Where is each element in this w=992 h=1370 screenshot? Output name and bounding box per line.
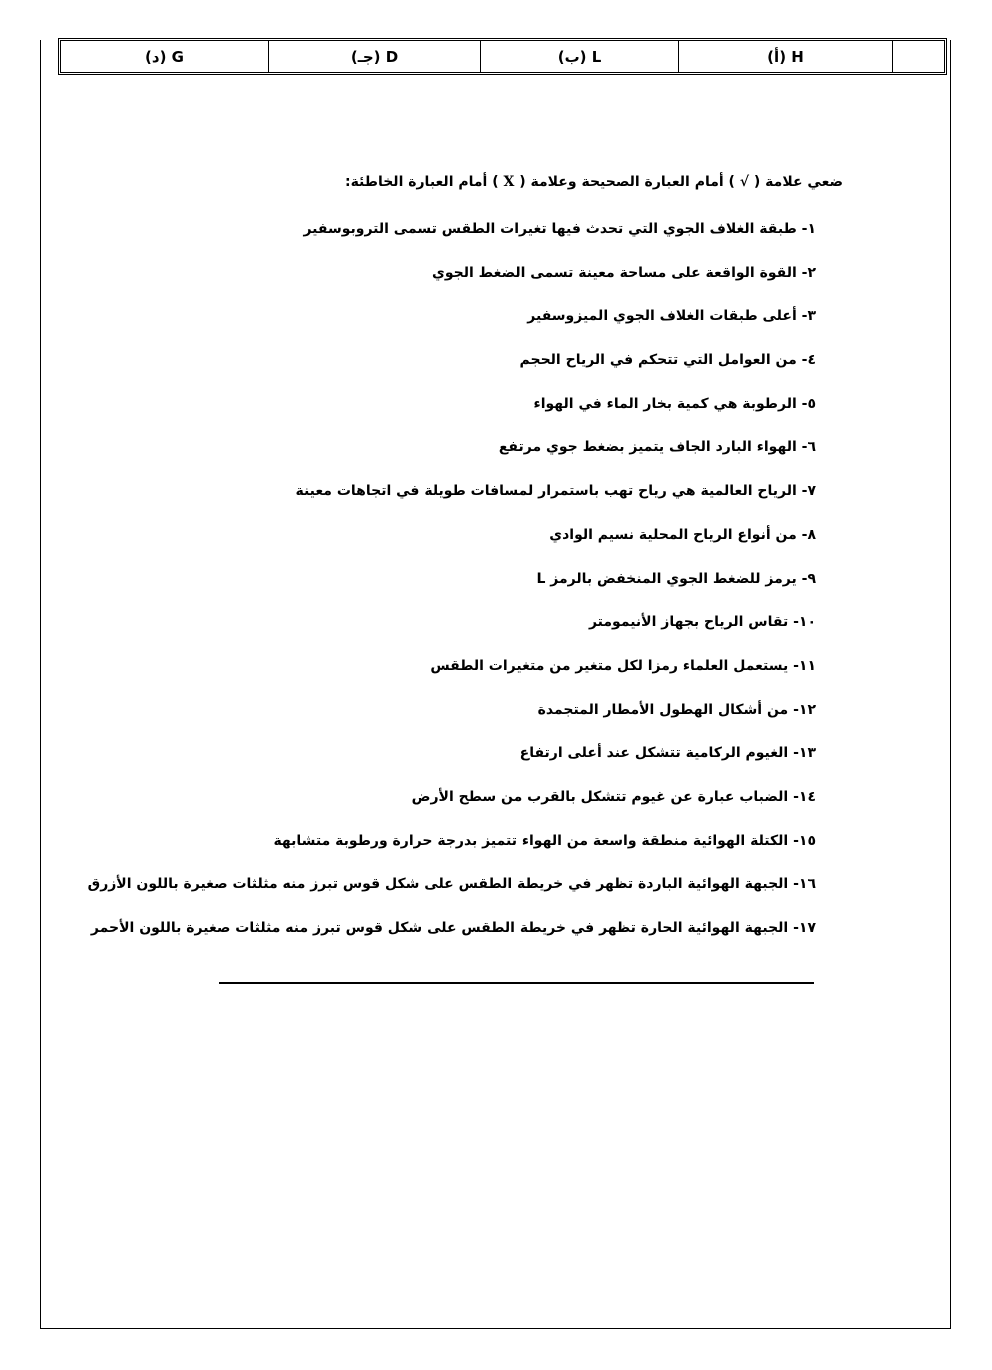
statement-number: ٦- — [801, 439, 816, 456]
statement-text: من العوامل التي تتحكم في الرياح الحجم — [519, 352, 797, 369]
choices-spacer-cell — [892, 41, 944, 72]
statement-item — [88, 524, 816, 568]
choice-a-text: (أ) H — [767, 47, 804, 66]
statement-item — [88, 611, 816, 655]
statement-item — [88, 436, 816, 480]
statement-item — [88, 262, 816, 306]
statement-text: تقاس الرياح بجهاز الأنيمومتر — [588, 614, 789, 631]
choice-b-cell — [480, 41, 678, 72]
statement-item — [88, 349, 816, 393]
statement-number: ١٣- — [793, 745, 816, 762]
instruction-after: ) أمام العبارة الخاطئة: — [344, 174, 499, 190]
choice-d-cell — [61, 41, 268, 72]
statement-number: ١٦- — [793, 876, 816, 893]
statement-text: من أنواع الرياح المحلية نسيم الوادي — [549, 526, 797, 543]
choice-a-cell — [678, 41, 892, 72]
statement-item — [88, 830, 816, 874]
statement-number: ١٢- — [793, 701, 816, 718]
statement-text: الجبهة الهوائية الباردة تظهر في خريطة الطقس على شكل قوس تبرز منه مثلثات صغيرة باللون الأزرق — [87, 876, 789, 893]
statement-number: ١١- — [793, 657, 816, 674]
statement-item — [88, 873, 816, 917]
statement-text: الضباب عبارة عن غيوم تتشكل بالقرب من سطح الأرض — [411, 788, 789, 805]
statement-list — [88, 218, 816, 961]
statement-item — [88, 393, 816, 437]
statement-number: ٧- — [801, 483, 816, 500]
statement-text: الرياح العالمية هي رياح تهب باستمرار لمسافات طويلة في اتجاهات معينة — [295, 483, 797, 500]
statement-text: الرطوبة هي كمية بخار الماء في الهواء — [533, 395, 797, 412]
instruction-middle: ) أمام العبارة الصحيحة وعلامة ( — [519, 174, 735, 190]
statement-item — [88, 786, 816, 830]
choice-d-text: (د) G — [145, 47, 184, 66]
instruction-before: ضعي علامة ( — [753, 174, 843, 190]
statement-item — [88, 480, 816, 524]
statement-number: ٥- — [801, 395, 816, 412]
statement-number: ١٤- — [793, 788, 816, 805]
statement-number: ١٠- — [793, 614, 816, 631]
statement-number: ٣- — [801, 308, 816, 325]
cross-mark-symbol: X — [498, 174, 520, 190]
choice-c-cell — [268, 41, 480, 72]
statement-number: ٩- — [801, 570, 816, 587]
statement-number: ١٧- — [793, 920, 816, 936]
statement-number: ٤- — [801, 352, 816, 369]
choice-c-text: (جـ) D — [350, 47, 399, 66]
bottom-divider-line — [219, 982, 814, 984]
check-mark-symbol: √ — [734, 174, 754, 190]
statement-text: الجبهة الهوائية الحارة تظهر في خريطة الطقس على شكل قوس تبرز منه مثلثات صغيرة باللون الأحمر — [90, 920, 789, 936]
choice-b-text: (ب) L — [557, 47, 602, 66]
statement-item — [88, 218, 816, 262]
instruction-heading — [345, 174, 843, 190]
statement-text: من أشكال الهطول الأمطار المتجمدة — [537, 701, 789, 718]
statement-text: الهواء البارد الجاف يتميز بضغط جوي مرتفع — [498, 439, 797, 456]
statement-text: يستعمل العلماء رمزا لكل متغير من متغيرات الطقس — [430, 657, 789, 674]
statement-item — [88, 917, 816, 961]
statement-number: ١- — [801, 221, 816, 237]
statement-item — [88, 742, 816, 786]
statement-item — [88, 699, 816, 743]
statement-text: الكتلة الهوائية منطقة واسعة من الهواء تتميز بدرجة حرارة ورطوبة متشابهة — [273, 832, 789, 849]
statement-number: ٨- — [801, 526, 816, 543]
statement-number: ١٥- — [793, 832, 816, 849]
statement-text: القوة الواقعة على مساحة معينة تسمى الضغط الجوي — [432, 264, 797, 281]
statement-text: الغيوم الركامية تتشكل عند أعلى ارتفاع — [519, 745, 789, 762]
statement-item — [88, 655, 816, 699]
statement-item — [88, 305, 816, 349]
statement-text: أعلى طبقات الغلاف الجوي الميزوسفير — [527, 308, 797, 325]
choices-table — [58, 38, 947, 75]
statement-number: ٢- — [801, 264, 816, 281]
statement-text: يرمز للضغط الجوي المنخفض بالرمز L — [536, 570, 797, 587]
statement-text: طبقة الغلاف الجوي التي تحدث فيها تغيرات الطقس تسمى التروبوسفير — [303, 221, 797, 237]
statement-item — [88, 568, 816, 612]
